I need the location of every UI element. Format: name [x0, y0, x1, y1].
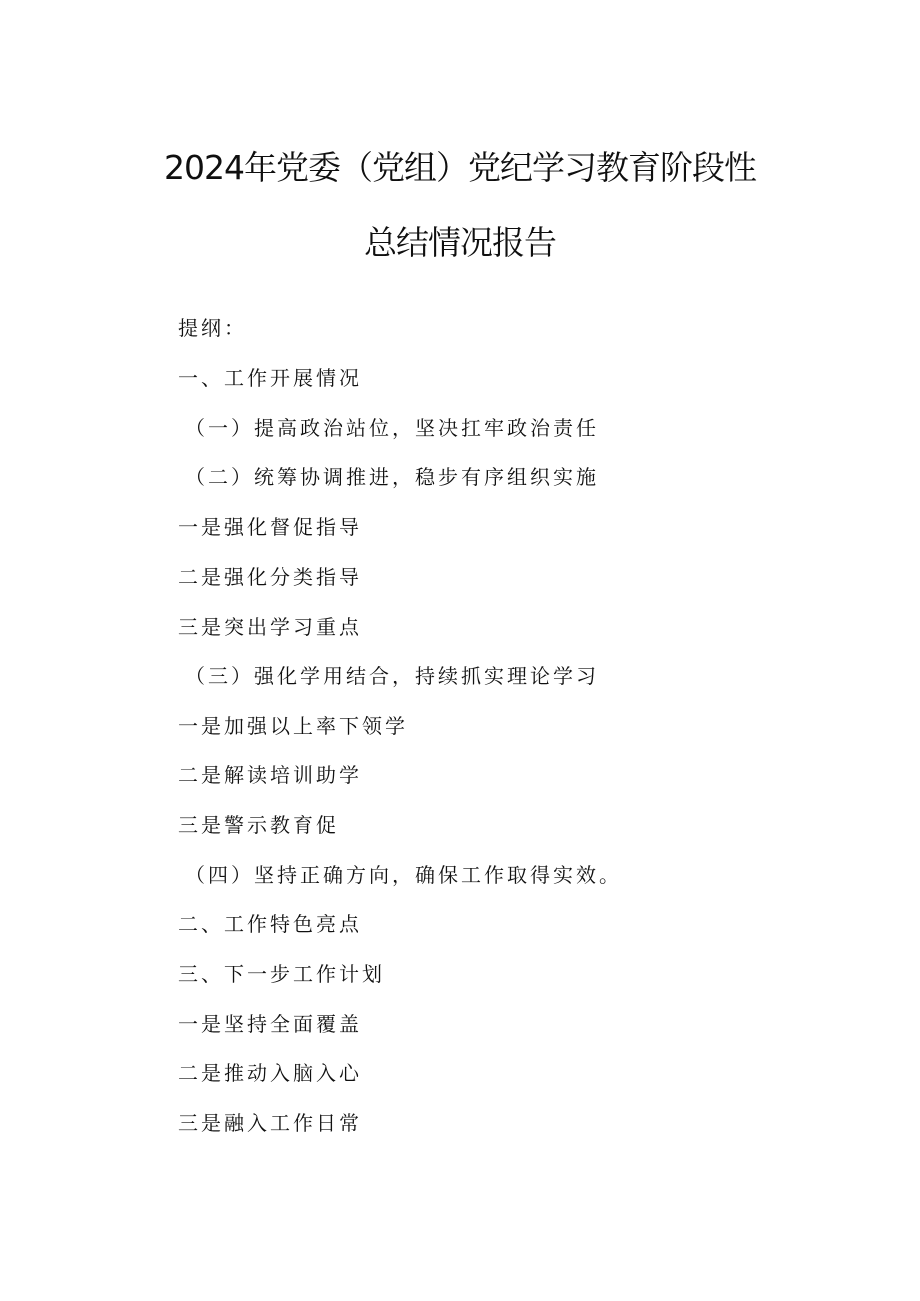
outline-item: 一是坚持全面覆盖	[178, 1012, 362, 1036]
outline-item: （二）统筹协调推进，稳步有序组织实施	[185, 465, 599, 489]
outline-label: 提纲：	[178, 316, 247, 340]
outline-item: 三是警示教育促	[178, 813, 339, 837]
outline-item: 三是融入工作日常	[178, 1111, 362, 1135]
outline-item: 三是突出学习重点	[178, 615, 362, 639]
outline-item: 一是强化督促指导	[178, 515, 362, 539]
outline-item: 一是加强以上率下领学	[178, 714, 408, 738]
outline-item: 二是推动入脑入心	[178, 1061, 362, 1085]
outline-item: 二、工作特色亮点	[178, 912, 362, 936]
outline-item: 三、下一步工作计划	[178, 962, 385, 986]
document-title-line-1: 2024年党委（党组）党纪学习教育阶段性	[164, 148, 756, 187]
outline-item: 二是强化分类指导	[178, 565, 362, 589]
document-title-line-2: 总结情况报告	[364, 223, 556, 262]
outline-item: （三）强化学用结合，持续抓实理论学习	[185, 664, 599, 688]
outline-item: 一、工作开展情况	[178, 366, 362, 390]
outline-item: 二是解读培训助学	[178, 763, 362, 787]
outline-item: （四）坚持正确方向，确保工作取得实效。	[185, 863, 622, 887]
outline-item: （一）提高政治站位，坚决扛牢政治责任	[185, 416, 599, 440]
